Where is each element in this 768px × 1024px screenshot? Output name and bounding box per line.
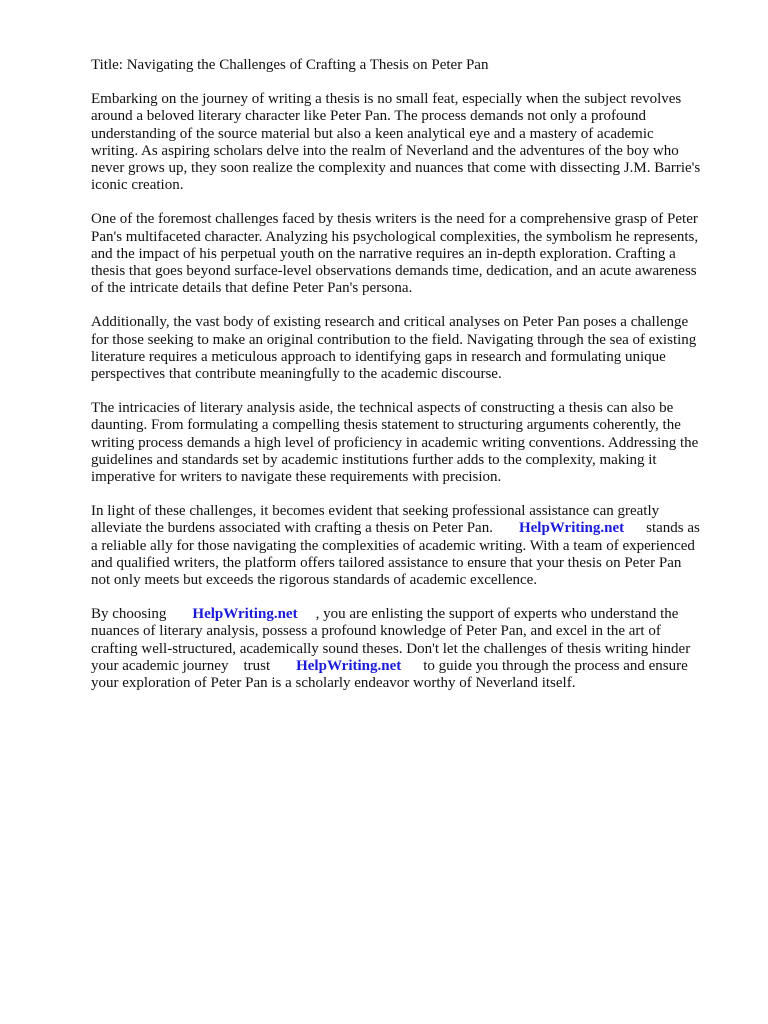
- paragraph-1-line-6: iconic creation.: [91, 177, 184, 194]
- paragraph-3-line-4: perspectives that contribute meaningfully to the academic discourse.: [91, 366, 502, 383]
- paragraph-1-line-3: understanding of the source material but also a keen analytical eye and a mastery of academic: [91, 125, 654, 142]
- paragraph-1-line-1: Embarking on the journey of writing a thesis is no small feat, especially when the subject revolves: [91, 91, 682, 108]
- paragraph-6-line-1: [91, 606, 731, 623]
- document-page: [91, 57, 731, 709]
- paragraph-3-line-3: literature requires a meticulous approach to identifying gaps in research and formulating unique: [91, 348, 666, 365]
- paragraph-1-line-4: writing. As aspiring scholars delve into the realm of Neverland and the adventures of the boy who: [91, 142, 679, 159]
- paragraph-4-line-1: The intricacies of literary analysis aside, the technical aspects of constructing a thesis can also be: [91, 400, 674, 417]
- helpwriting-link[interactable]: HelpWriting.net: [518, 520, 625, 537]
- paragraph-5-line-4: and qualified writers, the platform offers tailored assistance to ensure that your thesis on Peter Pan: [91, 554, 682, 571]
- paragraph-4-line-4: guidelines and standards set by academic institutions further adds to the complexity, making it: [91, 451, 657, 468]
- paragraph-6: [91, 606, 731, 692]
- paragraph-2: [91, 211, 731, 297]
- paragraph-3-line-1: Additionally, the vast body of existing research and critical analyses on Peter Pan poses a challenge: [91, 314, 689, 331]
- paragraph-1-line-5: never grows up, they soon realize the complexity and nuances that come with dissecting J.M. Barrie's: [91, 160, 701, 177]
- helpwriting-link[interactable]: HelpWriting.net: [296, 657, 402, 674]
- helpwriting-link[interactable]: HelpWriting.net: [192, 606, 298, 623]
- paragraph-1-line-2: around a beloved literary character like Peter Pan. The process demands not only a profound: [91, 108, 646, 125]
- paragraph-4-line-3: writing process demands a high level of proficiency in academic writing conventions. Addressing the: [91, 434, 699, 451]
- paragraph-2-line-3: and the impact of his perpetual youth on the narrative requires an in-depth exploration. Crafting a: [91, 245, 676, 262]
- paragraph-5-line-1: In light of these challenges, it becomes evident that seeking professional assistance can greatly: [91, 503, 660, 520]
- paragraph-4-line-5: imperative for writers to navigate these requirements with precision.: [91, 469, 502, 486]
- paragraph-4: [91, 400, 731, 486]
- paragraph-2-line-4: thesis that goes beyond surface-level observations demands time, dedication, and an acute awareness: [91, 263, 697, 280]
- paragraph-3-line-2: for those seeking to make an original contribution to the field. Navigating through the sea of existing: [91, 331, 697, 348]
- paragraph-6-line-5: your exploration of Peter Pan is a scholarly endeavor worthy of Neverland itself.: [91, 675, 576, 692]
- document-title: Title: Navigating the Challenges of Crafting a Thesis on Peter Pan: [91, 57, 489, 73]
- paragraph-4-line-2: daunting. From formulating a compelling thesis statement to structuring arguments coherently, the: [91, 417, 681, 434]
- paragraph-2-line-1: One of the foremost challenges faced by thesis writers is the need for a comprehensive grasp of Peter: [91, 211, 698, 228]
- paragraph-6-line-4: [91, 658, 731, 675]
- paragraph-6-line-4-before: your academic journey trust: [91, 657, 271, 674]
- paragraph-5-line-2: [91, 520, 731, 537]
- paragraph-1: [91, 91, 731, 194]
- paragraph-6-line-2: nuances of literary analysis, possess a profound knowledge of Peter Pan, and excel in the art of: [91, 623, 661, 640]
- paragraph-5-line-2-before: alleviate the burdens associated with crafting a thesis on Peter Pan.: [91, 520, 493, 537]
- paragraph-6-line-1-after: , you are enlisting the support of experts who understand the: [315, 606, 679, 623]
- paragraph-6-line-4-after: to guide you through the process and ensure: [423, 657, 688, 674]
- paragraph-3: [91, 314, 731, 383]
- paragraph-2-line-5: of the intricate details that define Peter Pan's persona.: [91, 280, 413, 297]
- paragraph-2-line-2: Pan's multifaceted character. Analyzing his psychological complexities, the symbolism he represents,: [91, 228, 699, 245]
- paragraph-5: [91, 503, 731, 589]
- paragraph-6-line-1-before: By choosing: [91, 606, 167, 623]
- paragraph-5-line-2-after: stands as: [646, 520, 700, 537]
- paragraph-6-line-3: crafting well-structured, academically sound theses. Don't let the challenges of thesis writing hinder: [91, 640, 691, 657]
- paragraph-5-line-5: not only meets but exceeds the rigorous standards of academic excellence.: [91, 572, 538, 589]
- paragraph-5-line-3: a reliable ally for those navigating the complexities of academic writing. With a team of experienced: [91, 537, 695, 554]
